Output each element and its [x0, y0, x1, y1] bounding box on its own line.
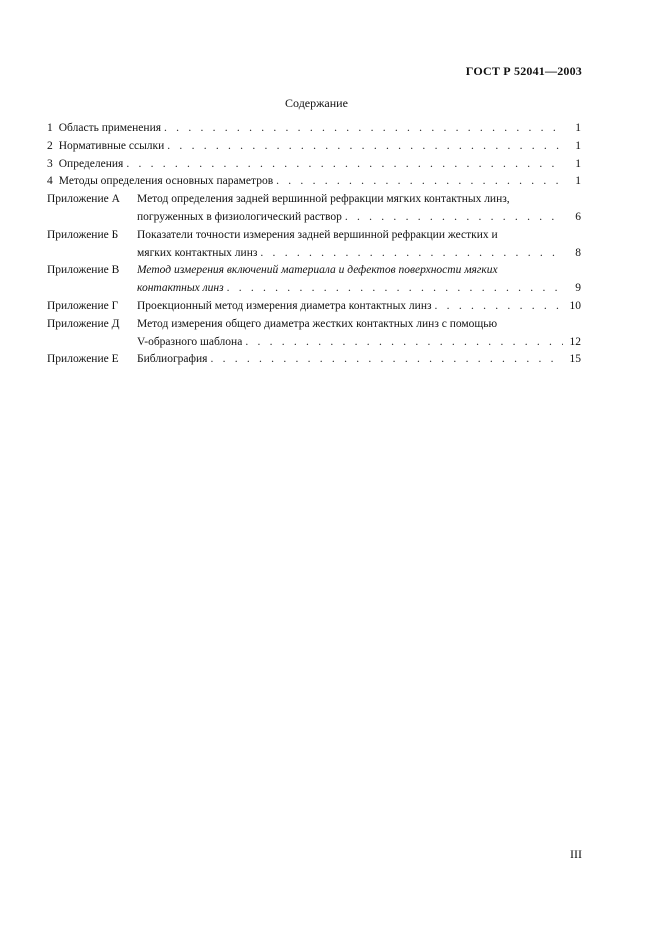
appendix-page: 8 [575, 246, 581, 259]
dot-leader [227, 280, 563, 298]
toc-appendix-e[interactable] [47, 351, 581, 369]
appendix-label: Приложение В [47, 264, 120, 277]
appendix-title-line2: мягких контактных линз [137, 246, 258, 259]
appendix-title-line1: Проекционный метод измерения диаметра контактных линз [137, 299, 432, 312]
appendix-page: 6 [575, 210, 581, 223]
appendix-page: 9 [575, 282, 581, 295]
appendix-page: 12 [569, 335, 581, 348]
toc-entry-title: Методы определения основных параметров [58, 175, 274, 188]
toc-appendix-v[interactable] [47, 262, 581, 280]
dot-leader [210, 351, 563, 369]
toc-entry-page: 1 [575, 175, 581, 188]
toc-appendix-d[interactable] [47, 316, 581, 334]
dot-leader [245, 334, 563, 352]
appendix-title-line2: V-образного шаблона [137, 335, 243, 348]
toc-entry-4[interactable] [47, 173, 581, 191]
toc-entry-number: 1 [47, 122, 53, 134]
toc-appendix-v-cont[interactable] [47, 280, 581, 298]
dot-leader [260, 245, 563, 263]
toc-entry-title: Определения [58, 157, 124, 170]
toc-entry-number: 4 [47, 175, 53, 188]
toc-appendix-a[interactable] [47, 191, 581, 209]
appendix-title-line2: погруженных в физиологический раствор [137, 210, 342, 223]
dot-leader [345, 209, 563, 227]
toc-entry-title: Область применения [58, 122, 162, 134]
document-code: ГОСТ Р 52041—2003 [465, 64, 582, 78]
dot-leader [126, 156, 563, 174]
toc-appendix-g[interactable] [47, 298, 581, 316]
toc-entry-page: 1 [575, 122, 581, 134]
appendix-title-line1: Показатели точности измерения задней вершинной рефракции жестких и [137, 228, 498, 241]
appendix-label: Приложение Е [47, 353, 119, 366]
toc-entry-1[interactable] [47, 120, 581, 138]
toc-entry-2[interactable] [47, 138, 581, 156]
table-of-contents [47, 120, 581, 369]
toc-appendix-a-cont[interactable] [47, 209, 581, 227]
appendix-title-line1: Метод измерения включений материала и дефектов поверхности мягких [137, 264, 498, 277]
appendix-title-line1: Метод определения задней вершинной рефракции мягких контактных линз, [137, 193, 510, 206]
toc-entry-page: 1 [575, 157, 581, 170]
dot-leader [435, 298, 563, 316]
toc-entry-page: 1 [575, 139, 581, 152]
appendix-label: Приложение Б [47, 228, 119, 241]
page-number: III [570, 847, 582, 861]
dot-leader [167, 138, 563, 156]
toc-appendix-b-cont[interactable] [47, 245, 581, 263]
appendix-page: 10 [569, 299, 581, 312]
toc-entry-number: 3 [47, 157, 53, 170]
toc-entry-3[interactable] [47, 156, 581, 174]
appendix-label: Приложение А [47, 193, 120, 206]
toc-title: Содержание [285, 96, 348, 110]
dot-leader [164, 120, 563, 138]
dot-leader [276, 173, 563, 191]
toc-appendix-b[interactable] [47, 227, 581, 245]
appendix-title-line1: Метод измерения общего диаметра жестких контактных линз с помощью [137, 317, 498, 330]
toc-appendix-d-cont[interactable] [47, 334, 581, 352]
toc-entry-number: 2 [47, 139, 53, 152]
toc-entry-title: Нормативные ссылки [58, 139, 165, 152]
appendix-label: Приложение Д [47, 317, 120, 330]
appendix-title-line1: Библиография [137, 353, 208, 366]
appendix-title-line2: контактных линз [137, 282, 224, 295]
appendix-page: 15 [569, 353, 581, 366]
appendix-label: Приложение Г [47, 299, 119, 312]
